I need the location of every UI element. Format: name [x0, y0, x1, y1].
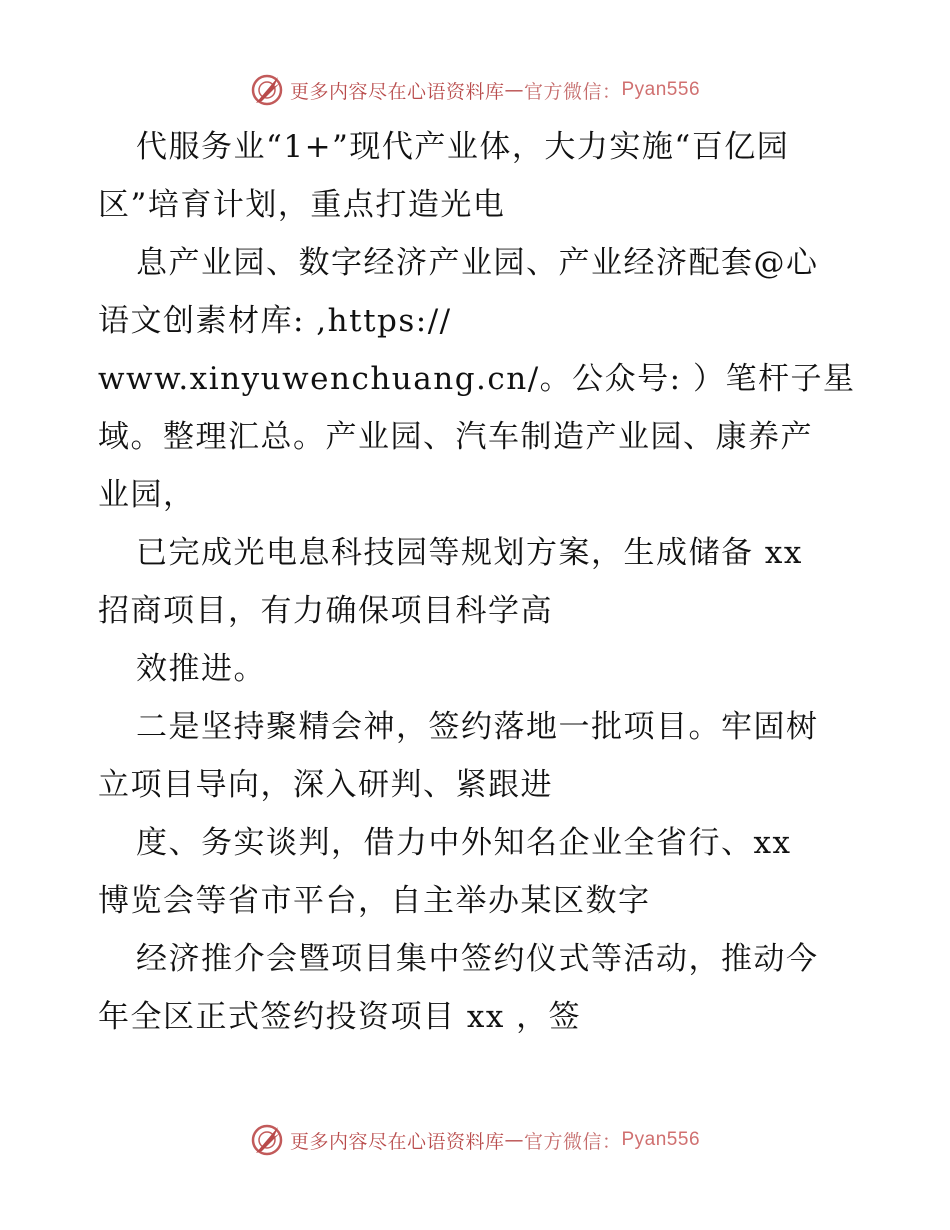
banner-wechat-id: Pyan556 — [621, 79, 701, 100]
watermark-banner-bottom — [0, 1120, 950, 1160]
document-line: 代服务业“1+”现代产业体，大力实施“百亿园 — [136, 129, 790, 165]
document-line: 业园， — [98, 477, 196, 513]
document-body — [98, 118, 868, 1046]
document-line: 立项目导向，深入研判、紧跟进 — [98, 767, 553, 803]
document-line: 区”培育计划，重点打造光电 — [98, 187, 506, 223]
document-line: 年全区正式签约投资项目 xx ，签 — [98, 999, 582, 1035]
banner-wechat-label: 官方微信： — [523, 1130, 622, 1153]
banner-wechat-label: 官方微信： — [523, 80, 622, 103]
document-line: 二是坚持聚精会神，签约落地一批项目。牢固树 — [136, 709, 819, 745]
document-line: 息产业园、数字经济产业园、产业经济配套@心 — [136, 245, 819, 281]
banner-wechat-id: Pyan556 — [621, 1129, 701, 1150]
watermark-banner-top — [0, 70, 950, 110]
document-line: 招商项目，有力确保项目科学高 — [98, 593, 553, 629]
document-line: 效推进。 — [136, 651, 266, 687]
document-line: 已完成光电息科技园等规划方案，生成储备 xx — [136, 535, 803, 571]
document-line: www.xinyuwenchuang.cn/。公众号: ）笔杆子星 — [98, 361, 856, 397]
document-line: 域。整理汇总。产业园、汽车制造产业园、康养产 — [98, 419, 813, 455]
document-line: 度、务实谈判，借力中外知名企业全省行、xx — [136, 825, 792, 861]
quill-pen-logo-icon — [250, 1123, 284, 1157]
banner-dash: — — [504, 1129, 524, 1151]
document-line: 博览会等省市平台，自主举办某区数字 — [98, 883, 651, 919]
banner-brand-text: 更多内容尽在心语资料库 — [289, 80, 505, 103]
banner-brand-text: 更多内容尽在心语资料库 — [289, 1130, 505, 1153]
banner-dash: — — [504, 79, 524, 101]
quill-pen-logo-icon — [250, 73, 284, 107]
document-line: 语文创素材库: ,https:// — [98, 303, 452, 339]
document-line: 经济推介会暨项目集中签约仪式等活动，推动今 — [136, 941, 819, 977]
